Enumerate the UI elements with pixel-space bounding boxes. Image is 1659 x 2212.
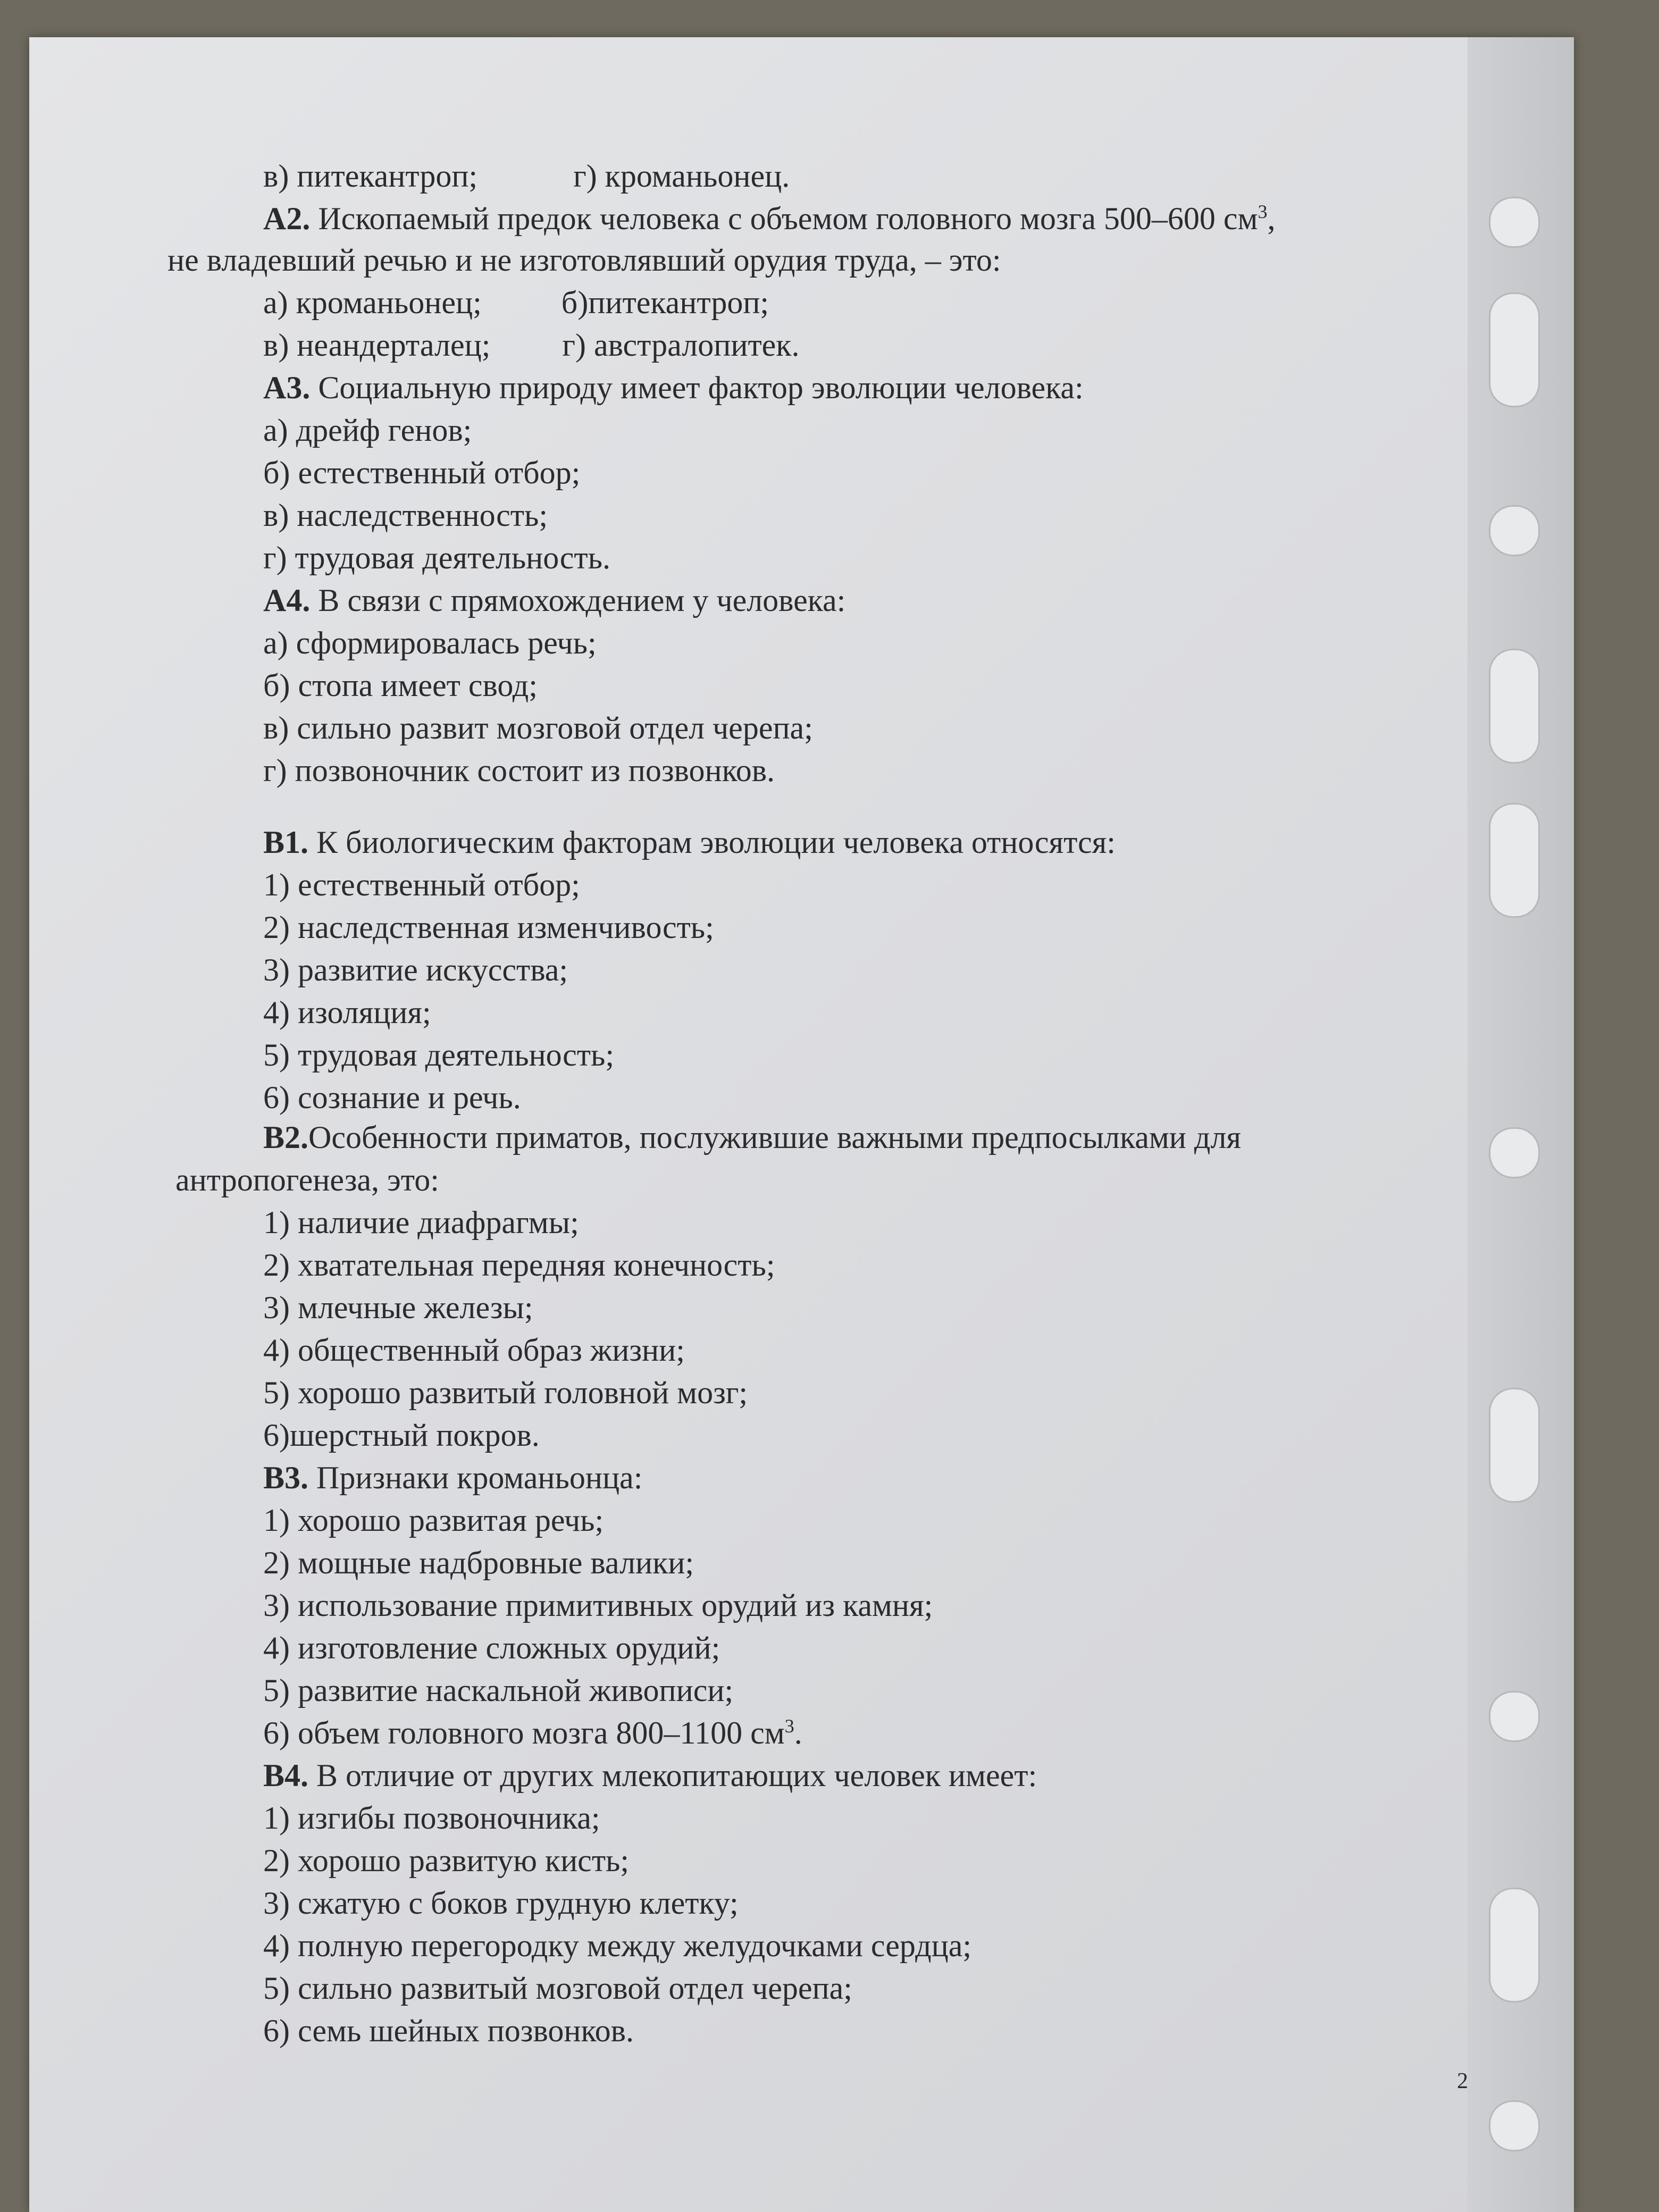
answer-option (263, 1627, 720, 1670)
answer-option (263, 409, 472, 452)
answer-option (263, 949, 568, 992)
punch-hole-icon (1489, 2100, 1540, 2151)
answer-option (263, 992, 431, 1034)
line-tail: . (794, 1715, 802, 1750)
line-text: 4) полную перегородку между желудочками сердца; (263, 1928, 972, 1963)
line-text: 3) млечные железы; (263, 1290, 533, 1325)
line-text: 3) сжатую с боков грудную клетку; (263, 1886, 739, 1921)
answer-option (167, 239, 1001, 282)
line-text: 2) мощные надбровные валики; (263, 1545, 694, 1580)
punch-hole-icon (1489, 1388, 1540, 1503)
line-text: в) наследственность; (263, 498, 548, 533)
question-number: В1. (263, 825, 309, 860)
answer-option (263, 1329, 685, 1372)
question-number: В4. (263, 1758, 309, 1793)
punch-hole-icon (1489, 1127, 1540, 1178)
answer-option (263, 1797, 600, 1840)
line-text: 6) объем головного мозга 800–1100 см (263, 1715, 785, 1750)
answer-option (263, 1202, 579, 1244)
line-text: 1) хорошо развитая речь; (263, 1503, 604, 1538)
line-text: антропогенеза, это: (175, 1162, 439, 1197)
answer-option (263, 155, 790, 198)
line-text: 2) хорошо развитую кисть; (263, 1843, 630, 1878)
line-text: не владевший речью и не изготовлявший орудия труда, – это: (167, 242, 1001, 278)
line-text: 4) изготовление сложных орудий; (263, 1630, 720, 1665)
answer-option (263, 864, 580, 907)
line-text: В отличие от других млекопитающих человек имеет: (308, 1758, 1037, 1793)
answer-option (263, 907, 714, 949)
answer-option (263, 324, 799, 367)
punch-hole-icon (1489, 1888, 1540, 2002)
line-text: 5) трудовая деятельность; (263, 1037, 615, 1073)
binder-sleeve-edge (1468, 37, 1574, 2212)
line-text: 5) развитие наскальной живописи; (263, 1673, 734, 1708)
line-text: г) позвоночник состоит из позвонков. (263, 753, 775, 788)
line-text: Ископаемый предок человека с объемом головного мозга 500–600 см (310, 201, 1258, 236)
question-number: А2. (263, 201, 311, 236)
answer-option (263, 1670, 733, 1712)
answer-option (175, 1159, 439, 1202)
question-number: А3. (263, 370, 311, 405)
answer-option (263, 537, 610, 580)
punch-hole-icon (1489, 803, 1540, 918)
line-text: 6) сознание и речь. (263, 1080, 521, 1115)
line-text: К биологическим факторам эволюции человека относятся: (308, 825, 1116, 860)
superscript: 3 (784, 1715, 794, 1737)
line-text: 4) общественный образ жизни; (263, 1333, 685, 1368)
line-text: 3) использование примитивных орудий из камня; (263, 1588, 933, 1623)
line-text: 5) сильно развитый мозговой отдел черепа; (263, 1971, 852, 2006)
question-number: А4. (263, 583, 311, 618)
answer-option (263, 452, 580, 495)
line-text: Особенности приматов, послужившие важными предпосылками для (308, 1120, 1241, 1155)
answer-option (263, 750, 775, 792)
line-text: В связи с прямохождением у человека: (310, 583, 846, 618)
punch-hole-icon (1489, 649, 1540, 764)
answer-option (263, 282, 769, 324)
question-heading (263, 367, 1084, 409)
question-heading (263, 1457, 642, 1499)
line-text: 4) изоляция; (263, 995, 431, 1030)
line-text: в) неандерталец; г) австралопитек. (263, 328, 800, 363)
answer-option (263, 1244, 775, 1287)
page-number: 2 (1457, 2069, 1468, 2093)
line-text: 6) семь шейных позвонков. (263, 2013, 634, 2048)
line-text: 1) изгибы позвоночника; (263, 1800, 600, 1836)
question-heading (263, 822, 1116, 864)
answer-option (263, 622, 597, 665)
answer-option (263, 1077, 521, 1119)
punch-hole-icon (1489, 505, 1540, 556)
question-heading (263, 580, 845, 622)
line-text: 2) хватательная передняя конечность; (263, 1247, 775, 1283)
answer-option (263, 1585, 933, 1627)
answer-option (263, 1967, 852, 2010)
line-text: б) естественный отбор; (263, 455, 581, 490)
answer-option (263, 1372, 748, 1414)
answer-option (263, 1414, 540, 1457)
line-text: 6)шерстный покров. (263, 1418, 540, 1453)
answer-option (263, 707, 813, 750)
line-text: Социальную природу имеет фактор эволюции человека: (310, 370, 1084, 405)
punch-hole-icon (1489, 292, 1540, 407)
line-text: 2) наследственная изменчивость; (263, 910, 714, 945)
question-number: В2. (263, 1120, 309, 1155)
line-text: а) дрейф генов; (263, 413, 472, 448)
answer-option (263, 1712, 802, 1755)
line-text: г) трудовая деятельность. (263, 540, 610, 575)
answer-option (263, 1542, 694, 1585)
line-text: 1) наличие диафрагмы; (263, 1205, 579, 1240)
line-text: 5) хорошо развитый головной мозг; (263, 1375, 748, 1410)
punch-hole-icon (1489, 1691, 1540, 1742)
line-text: а) кроманьонец; б)питекантроп; (263, 285, 769, 320)
answer-option (263, 665, 538, 707)
question-heading (263, 1755, 1037, 1797)
answer-option (263, 2010, 634, 2052)
answer-option (263, 1925, 971, 1967)
punch-hole-icon (1489, 197, 1540, 248)
answer-option (263, 1882, 739, 1925)
question-number: В3. (263, 1460, 309, 1495)
answer-option (263, 1287, 533, 1329)
line-text: а) сформировалась речь; (263, 625, 597, 660)
line-text: 1) естественный отбор; (263, 867, 580, 902)
answer-option (263, 495, 548, 537)
line-tail: , (1267, 201, 1276, 236)
question-heading (263, 1117, 1241, 1159)
line-text: 3) развитие искусства; (263, 952, 568, 987)
answer-option (263, 1034, 614, 1077)
superscript: 3 (1258, 201, 1268, 222)
line-text: Признаки кроманьонца: (308, 1460, 643, 1495)
question-heading (263, 198, 1275, 240)
line-text: в) питекантроп; г) кроманьонец. (263, 158, 790, 194)
answer-option (263, 1840, 629, 1882)
line-text: б) стопа имеет свод; (263, 668, 538, 703)
line-text: в) сильно развит мозговой отдел черепа; (263, 710, 813, 745)
answer-option (263, 1499, 604, 1542)
